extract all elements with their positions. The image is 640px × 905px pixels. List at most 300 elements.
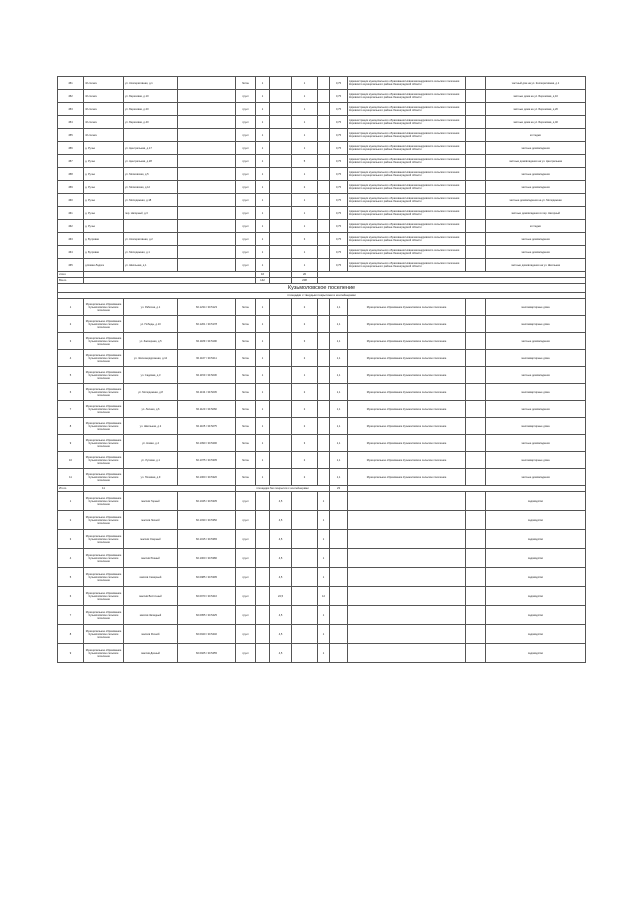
note-cell: частный дом на ул. Кооперативная, д.1 xyxy=(486,77,586,90)
table-row xyxy=(58,452,586,469)
address-cell: массив Речной xyxy=(124,625,178,644)
empty-cell xyxy=(270,316,292,333)
address-cell: ул. Молодежная, д.8 xyxy=(124,384,178,401)
total-volume: 20 xyxy=(292,272,318,278)
empty-cell xyxy=(330,530,348,549)
empty-cell xyxy=(348,511,466,530)
owner-cell: Муниципальное образование Кузьмоловское сельское поселение xyxy=(348,316,466,333)
row-number: 457 xyxy=(58,155,84,168)
table-row xyxy=(58,220,586,233)
empty-cell xyxy=(466,155,486,168)
surface-cell: бетон xyxy=(236,316,256,333)
surface-cell: грунт xyxy=(236,207,256,220)
place-cell: д. Бугровая xyxy=(84,246,124,259)
note-cell: коттеджи xyxy=(486,129,586,142)
empty-cell xyxy=(318,233,330,246)
place-cell: пб.солнеч xyxy=(84,116,124,129)
table-row xyxy=(58,530,586,549)
org-cell: Муниципальное образование Кузьмоловское сельское поселение xyxy=(84,469,124,486)
empty-cell xyxy=(256,492,270,511)
empty-cell xyxy=(270,181,292,194)
row-number: 11 xyxy=(58,469,84,486)
owner-cell: Муниципальное образование Кузьмоловское сельское поселение xyxy=(348,367,466,384)
place-cell: д. Ручьи xyxy=(84,155,124,168)
empty-cell xyxy=(330,606,348,625)
volume-cell: 1 xyxy=(318,530,330,549)
address-cell xyxy=(124,129,178,142)
table-row xyxy=(58,77,586,90)
row-number: 462 xyxy=(58,220,84,233)
org-cell: Муниципальное образование Кузьмоловское сельское поселение xyxy=(84,606,124,625)
place-cell: д. Ручьи xyxy=(84,207,124,220)
empty-cell xyxy=(348,625,466,644)
place-cell: д. Ручьи xyxy=(84,168,124,181)
place-cell: пб.солнеч xyxy=(84,129,124,142)
empty-cell xyxy=(318,246,330,259)
volume-cell: 1 xyxy=(318,644,330,663)
coord-cell xyxy=(178,168,236,181)
empty-cell xyxy=(256,625,270,644)
surface-cell: грунт xyxy=(236,625,256,644)
owner-cell: Муниципальное образование Кузьмоловское сельское поселение xyxy=(348,418,466,435)
empty-cell xyxy=(318,401,330,418)
volume-cell: 1 xyxy=(292,77,318,90)
empty-cell xyxy=(466,220,486,233)
area-cell: 1,1 xyxy=(330,384,348,401)
note-cell: садоводство xyxy=(486,568,586,587)
empty-cell xyxy=(318,259,330,272)
row-number: 459 xyxy=(58,181,84,194)
empty-cell xyxy=(270,116,292,129)
table-row xyxy=(58,299,586,316)
note-cell: коттеджи xyxy=(486,220,586,233)
row-number: 453 xyxy=(58,103,84,116)
row-number: 4 xyxy=(58,549,84,568)
volume-cell: 2 xyxy=(292,418,318,435)
count-cell: 1 xyxy=(256,350,270,367)
table-row xyxy=(58,90,586,103)
empty-cell xyxy=(466,492,486,511)
coord-cell: 60.0985 / 30.5395 xyxy=(178,568,236,587)
empty-cell xyxy=(270,350,292,367)
empty-cell xyxy=(270,168,292,181)
row-number: 454 xyxy=(58,116,84,129)
org-cell: Муниципальное образование Кузьмоловское сельское поселение xyxy=(84,418,124,435)
empty-cell xyxy=(270,155,292,168)
address-cell: массив Дачный xyxy=(124,644,178,663)
volume-cell: 2 xyxy=(292,299,318,316)
empty-cell xyxy=(466,181,486,194)
surface-cell: бетон xyxy=(236,367,256,384)
surface-cell: грунт xyxy=(236,168,256,181)
area-cell: 0,75 xyxy=(330,77,348,90)
empty-cell xyxy=(466,259,486,272)
coord-cell: 60.1189 / 30.5190 xyxy=(178,333,236,350)
empty-cell xyxy=(292,625,318,644)
surface-cell: грунт xyxy=(236,90,256,103)
area-cell: 0,75 xyxy=(330,129,348,142)
volume-cell: 1 xyxy=(292,246,318,259)
owner-cell: Муниципальное образование Кузьмоловское сельское поселение xyxy=(348,299,466,316)
address-cell: ул. Центральная, д.17 xyxy=(124,142,178,155)
coord-cell xyxy=(178,103,236,116)
table-row xyxy=(58,103,586,116)
empty-cell xyxy=(270,90,292,103)
volume-cell: 2 xyxy=(292,452,318,469)
table-row xyxy=(58,207,586,220)
address-cell: ул. Школьная, д.2 xyxy=(124,418,178,435)
empty-cell xyxy=(348,549,466,568)
coord-cell: 60.1045 / 30.5335 xyxy=(178,492,236,511)
org-cell: Муниципальное образование Кузьмоловское сельское поселение xyxy=(84,435,124,452)
empty-cell xyxy=(466,367,486,384)
empty-cell xyxy=(270,435,292,452)
volume-cell: 1 xyxy=(292,129,318,142)
surface-cell: бетон xyxy=(236,384,256,401)
area-cell: 1,1 xyxy=(330,452,348,469)
area-cell: 0,75 xyxy=(330,155,348,168)
empty-cell xyxy=(318,452,330,469)
coord-cell xyxy=(178,233,236,246)
row-number: 6 xyxy=(58,587,84,606)
area-cell: 0,75 xyxy=(330,90,348,103)
surface-cell: грунт xyxy=(236,530,256,549)
address-cell: ул. Молодежная, д.18 xyxy=(124,194,178,207)
coord-cell: 60.1015 / 30.5365 xyxy=(178,530,236,549)
empty-cell xyxy=(318,299,330,316)
total-count: 11 xyxy=(84,486,124,492)
owner-cell: Администрация муниципального образования Новоалександровского сельского поселения Кировского муниципального района Ленинградской области xyxy=(348,142,466,155)
empty-cell xyxy=(466,625,486,644)
surface-cell: бетон xyxy=(236,401,256,418)
note-cell: садоводство xyxy=(486,511,586,530)
total-label: Итого xyxy=(58,486,84,492)
note-cell: частные домовладения на ул. Центральная xyxy=(486,155,586,168)
empty-cell xyxy=(466,568,486,587)
area-cell: 1,1 xyxy=(330,401,348,418)
surface-cell: бетон xyxy=(236,350,256,367)
volume-cell: 1 xyxy=(318,492,330,511)
owner-cell: Муниципальное образование Кузьмоловское сельское поселение xyxy=(348,350,466,367)
area-cell: 24,5 xyxy=(270,587,292,606)
count-cell: 1 xyxy=(256,316,270,333)
table-row xyxy=(58,194,586,207)
coord-cell: 60.1090 / 30.5290 xyxy=(178,435,236,452)
owner-cell: Администрация муниципального образования Новоалександровского сельского поселения Кировского муниципального района Ленинградской области xyxy=(348,77,466,90)
org-cell: Муниципальное образование Кузьмоловское сельское поселение xyxy=(84,492,124,511)
empty-cell xyxy=(318,129,330,142)
empty-cell xyxy=(292,549,318,568)
area-cell: 4,5 xyxy=(270,511,292,530)
coord-cell xyxy=(178,116,236,129)
row-number: 3 xyxy=(58,530,84,549)
address-cell: ул. Заозерная, д.5 xyxy=(124,333,178,350)
coord-cell: 60.1167 / 30.5211 xyxy=(178,350,236,367)
note-cell: частные домовладения xyxy=(486,233,586,246)
address-cell: ул. Молодежная, д.1 xyxy=(124,246,178,259)
table-row xyxy=(58,492,586,511)
count-cell: 1 xyxy=(256,116,270,129)
count-cell: 1 xyxy=(256,299,270,316)
empty-cell xyxy=(348,587,466,606)
table-row xyxy=(58,511,586,530)
count-cell: 1 xyxy=(256,103,270,116)
empty-cell xyxy=(330,492,348,511)
empty-cell xyxy=(466,77,486,90)
address-cell: ул. Березовая, д.20 xyxy=(124,103,178,116)
row-number: 5 xyxy=(58,568,84,587)
volume-cell: 2 xyxy=(292,384,318,401)
note-cell: частные дома на ул. Березовая, д.40 xyxy=(486,116,586,129)
row-number: 456 xyxy=(58,142,84,155)
coord-cell: 60.0925 / 30.5455 xyxy=(178,644,236,663)
coord-cell: 60.1030 / 30.5350 xyxy=(178,511,236,530)
empty-cell xyxy=(466,350,486,367)
address-cell: массив Южный xyxy=(124,549,178,568)
empty-cell xyxy=(270,333,292,350)
table-row xyxy=(58,246,586,259)
row-number: 6 xyxy=(58,384,84,401)
empty-cell xyxy=(466,469,486,486)
empty-cell xyxy=(270,142,292,155)
empty-cell xyxy=(318,77,330,90)
row-number: 451 xyxy=(58,77,84,90)
count-cell: 1 xyxy=(256,129,270,142)
empty-cell xyxy=(466,246,486,259)
empty-cell xyxy=(270,220,292,233)
empty-cell xyxy=(466,90,486,103)
table-row xyxy=(58,568,586,587)
table-row xyxy=(58,233,586,246)
empty-cell xyxy=(318,316,330,333)
coord-cell: 60.1201 / 30.5178 xyxy=(178,316,236,333)
address-cell: массив Озерный xyxy=(124,530,178,549)
volume-cell: 1 xyxy=(292,142,318,155)
count-cell: 1 xyxy=(256,469,270,486)
volume-cell: 1 xyxy=(318,549,330,568)
org-cell: Муниципальное образование Кузьмоловское сельское поселение xyxy=(84,625,124,644)
row-number: 10 xyxy=(58,452,84,469)
area-cell: 1,1 xyxy=(330,299,348,316)
surface-cell: грунт xyxy=(236,606,256,625)
coord-cell: 60.1120 / 30.5260 xyxy=(178,401,236,418)
table-row xyxy=(58,129,586,142)
empty-cell xyxy=(466,299,486,316)
org-cell: Муниципальное образование Кузьмоловское сельское поселение xyxy=(84,367,124,384)
row-number: 1 xyxy=(58,492,84,511)
empty-cell xyxy=(318,168,330,181)
table-row xyxy=(58,116,586,129)
row-number: 455 xyxy=(58,129,84,142)
note-cell: садоводство xyxy=(486,625,586,644)
row-number: 9 xyxy=(58,435,84,452)
empty-cell xyxy=(270,77,292,90)
registry-table xyxy=(57,76,586,663)
empty-cell xyxy=(466,587,486,606)
count-cell: 1 xyxy=(256,168,270,181)
empty-cell xyxy=(466,129,486,142)
total-count: 142 xyxy=(256,278,270,284)
surface-cell: грунт xyxy=(236,129,256,142)
address-cell: ул. Железнодорожная, д.12 xyxy=(124,350,178,367)
table-row xyxy=(58,401,586,418)
address-cell: ул. Школьная, д.1 xyxy=(124,259,178,272)
coord-cell: 60.0955 / 30.5425 xyxy=(178,606,236,625)
owner-cell: Администрация муниципального образования Новоалександровского сельского поселения Кировского муниципального района Ленинградской области xyxy=(348,168,466,181)
empty-cell xyxy=(256,568,270,587)
count-cell: 1 xyxy=(256,246,270,259)
row-number: 460 xyxy=(58,194,84,207)
empty-cell xyxy=(256,606,270,625)
section-title: Кузьмоловское поселение xyxy=(58,284,586,293)
table-row xyxy=(58,333,586,350)
note-cell: частные домовладения xyxy=(486,142,586,155)
owner-cell: Администрация муниципального образования Новоалександровского сельского поселения Кировского муниципального района Ленинградской области xyxy=(348,129,466,142)
owner-cell: Администрация муниципального образования Новоалександровского сельского поселения Кировского муниципального района Ленинградской области xyxy=(348,103,466,116)
table-row xyxy=(58,367,586,384)
volume-cell: 2 xyxy=(292,181,318,194)
coord-cell xyxy=(178,181,236,194)
address-cell: ул. Березовая, д.40 xyxy=(124,116,178,129)
volume-cell: 1 xyxy=(318,511,330,530)
area-cell: 0,75 xyxy=(330,103,348,116)
address-cell: массив Северный xyxy=(124,568,178,587)
total-label: итого xyxy=(58,272,84,278)
area-cell: 0,75 xyxy=(330,259,348,272)
table-row xyxy=(58,316,586,333)
note-cell: частные домовладения xyxy=(486,401,586,418)
empty-cell xyxy=(330,587,348,606)
empty-cell xyxy=(318,142,330,155)
owner-cell: Администрация муниципального образования Новоалександровского сельского поселения Кировского муниципального района Ленинградской области xyxy=(348,155,466,168)
empty-cell xyxy=(256,511,270,530)
empty-cell xyxy=(466,530,486,549)
empty-cell xyxy=(330,511,348,530)
table-row xyxy=(58,625,586,644)
org-cell: Муниципальное образование Кузьмоловское сельское поселение xyxy=(84,549,124,568)
surface-cell: бетон xyxy=(236,333,256,350)
surface-cell: грунт xyxy=(236,155,256,168)
note-cell: частные домовладения xyxy=(486,469,586,486)
surface-cell: грунт xyxy=(236,103,256,116)
empty-cell xyxy=(270,129,292,142)
row-number: 1 xyxy=(58,299,84,316)
address-cell: массив Восточный xyxy=(124,587,178,606)
volume-cell: 2 xyxy=(292,469,318,486)
empty-cell xyxy=(256,530,270,549)
empty-cell xyxy=(466,333,486,350)
table-row xyxy=(58,606,586,625)
org-cell: Муниципальное образование Кузьмоловское сельское поселение xyxy=(84,401,124,418)
row-number: 3 xyxy=(58,333,84,350)
count-cell: 1 xyxy=(256,77,270,90)
total-label: Всего xyxy=(58,278,84,284)
empty-cell xyxy=(318,194,330,207)
address-cell: ул. Березовая, д.10 xyxy=(124,90,178,103)
surface-cell: грунт xyxy=(236,220,256,233)
total-count: 16 xyxy=(256,272,270,278)
owner-cell: Администрация муниципального образования Новоалександровского сельского поселения Кировского муниципального района Ленинградской области xyxy=(348,181,466,194)
empty-cell xyxy=(318,367,330,384)
surface-cell: грунт xyxy=(236,549,256,568)
volume-cell: 2 xyxy=(292,316,318,333)
note-cell: частные домовладения в пер. Нагорный xyxy=(486,207,586,220)
empty-cell xyxy=(466,452,486,469)
owner-cell: Муниципальное образование Кузьмоловское сельское поселение xyxy=(348,469,466,486)
empty-cell xyxy=(348,606,466,625)
empty-cell xyxy=(318,207,330,220)
note-cell: частные домовладения xyxy=(486,246,586,259)
empty-cell xyxy=(466,194,486,207)
coord-cell xyxy=(178,77,236,90)
row-number: 2 xyxy=(58,316,84,333)
address-cell: ул. Новая, д.4 xyxy=(124,435,178,452)
empty-cell xyxy=(270,469,292,486)
count-cell: 1 xyxy=(256,435,270,452)
empty-cell xyxy=(318,116,330,129)
empty-cell xyxy=(318,90,330,103)
org-cell: Муниципальное образование Кузьмоловское сельское поселение xyxy=(84,452,124,469)
surface-cell: бетон xyxy=(236,77,256,90)
address-cell: массив Горный xyxy=(124,492,178,511)
place-cell: д. Ручьи xyxy=(84,181,124,194)
count-cell: 1 xyxy=(256,142,270,155)
address-cell: ул. Садовая, д.3 xyxy=(124,367,178,384)
row-number: 461 xyxy=(58,207,84,220)
row-number: 458 xyxy=(58,168,84,181)
note-cell: частные домовладения на ул. Молодежная xyxy=(486,194,586,207)
surface-cell: грунт xyxy=(236,587,256,606)
volume-cell: 1 xyxy=(318,625,330,644)
note-cell: частные дома на ул. Березовая, д.20 xyxy=(486,103,586,116)
coord-cell: 60.1000 / 30.5380 xyxy=(178,549,236,568)
empty-cell xyxy=(318,350,330,367)
row-number: 464 xyxy=(58,246,84,259)
surface-cell: грунт xyxy=(236,511,256,530)
section-title-row xyxy=(58,284,586,293)
count-cell: 1 xyxy=(256,418,270,435)
empty-cell xyxy=(270,207,292,220)
empty-cell xyxy=(348,568,466,587)
count-cell: 1 xyxy=(256,367,270,384)
section-subtitle: площадки с твердым покрытием и контейнерами xyxy=(58,293,586,299)
table-row xyxy=(58,549,586,568)
owner-cell: Муниципальное образование Кузьмоловское сельское поселение xyxy=(348,384,466,401)
surface-cell: бетон xyxy=(236,418,256,435)
empty-cell xyxy=(318,469,330,486)
area-cell: 0,75 xyxy=(330,233,348,246)
coord-cell: 60.1150 / 30.5230 xyxy=(178,367,236,384)
empty-cell xyxy=(318,384,330,401)
volume-cell: 2 xyxy=(292,350,318,367)
volume-cell: 1 xyxy=(292,259,318,272)
table-row xyxy=(58,384,586,401)
table-row xyxy=(58,155,586,168)
place-cell: д. Ручьи xyxy=(84,194,124,207)
empty-cell xyxy=(330,625,348,644)
owner-cell: Администрация муниципального образования Новоалександровского сельского поселения Кировского муниципального района Ленинградской области xyxy=(348,194,466,207)
note-cell: частные домовладения xyxy=(486,435,586,452)
surface-cell: грунт xyxy=(236,644,256,663)
note-cell: частные домовладения xyxy=(486,168,586,181)
table-row xyxy=(58,259,586,272)
empty-cell xyxy=(318,155,330,168)
area-cell: 0,75 xyxy=(330,142,348,155)
empty-cell xyxy=(270,452,292,469)
row-number: 2 xyxy=(58,511,84,530)
empty-cell xyxy=(348,644,466,663)
org-cell: Муниципальное образование Кузьмоловское сельское поселение xyxy=(84,384,124,401)
